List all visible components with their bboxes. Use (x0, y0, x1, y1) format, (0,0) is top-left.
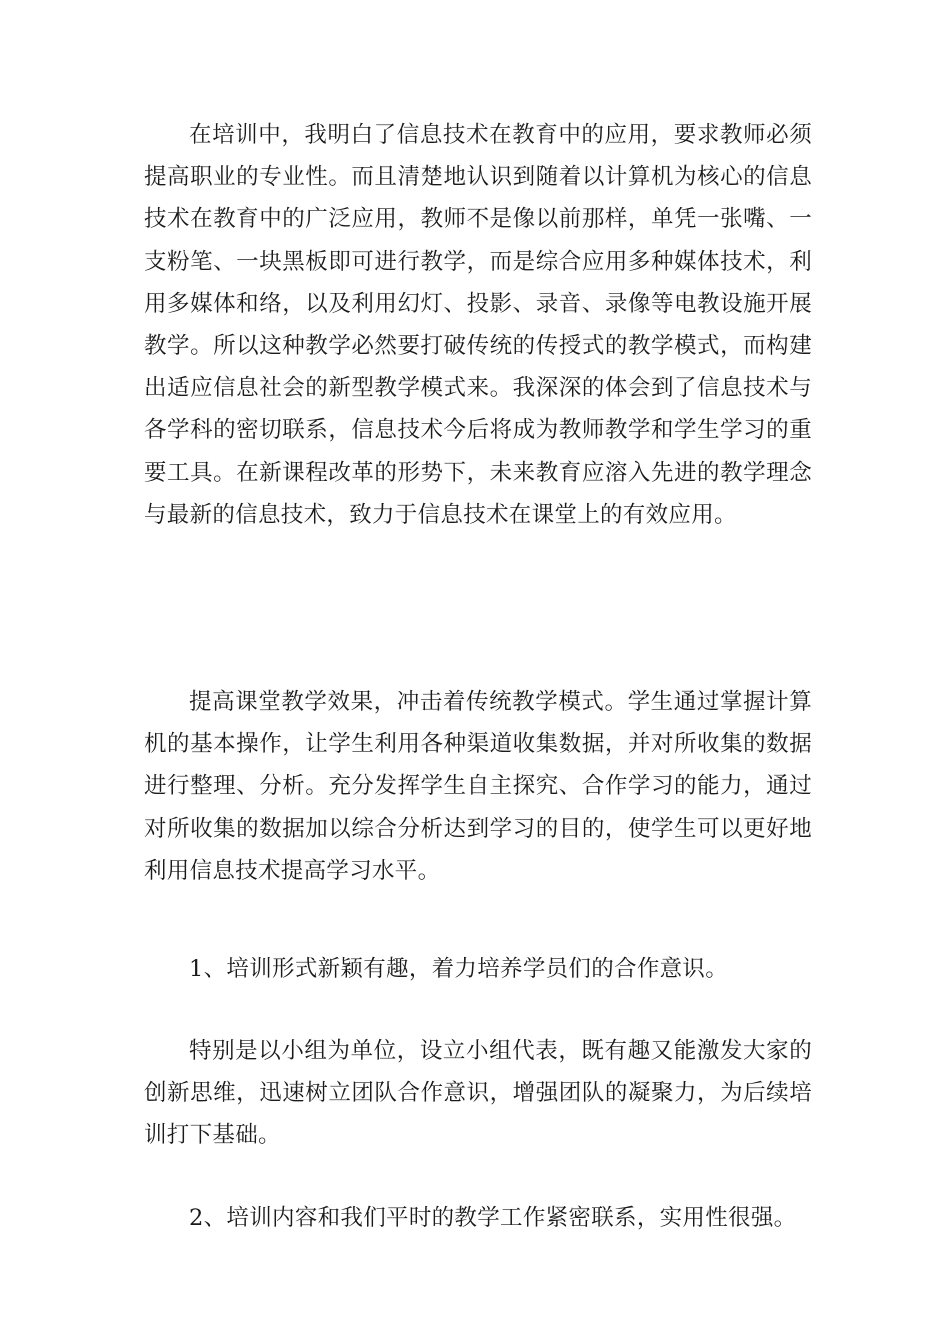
paragraph-2: 提高课堂教学效果，冲击着传统教学模式。学生通过掌握计算机的基本操作，让学生利用各种渠道收集数据，并对所收集的数据进行整理、分析。充分发挥学生自主探究、合作学习的能力，通过对所收集的数据加以综合分析达到学习的目的，使学生可以更好地利用信息技术提高学习水平。 (144, 689, 812, 884)
paragraph-4: 特别是以小组为单位，设立小组代表，既有趣又能激发大家的创新思维，迅速树立团队合作意识，增强团队的凝聚力，为后续培训打下基础。 (144, 1038, 812, 1149)
paragraph-3-heading: 1、培训形式新颖有趣，着力培养学员们的合作意识。 (189, 956, 729, 982)
paragraph-5-heading: 2、培训内容和我们平时的教学工作紧密联系，实用性很强。 (189, 1205, 797, 1231)
paragraph-1: 在培训中，我明白了信息技术在教育中的应用，要求教师必须提高职业的专业性。而且清楚地认识到随着以计算机为核心的信息技术在教育中的广泛应用，教师不是像以前那样，单凭一张嘴、一支粉笔、一块黑板即可进行教学，而是综合应用多种媒体技术，利用多媒体和络，以及利用幻灯、投影、录音、录像等电教设施开展教学。所以这种教学必然要打破传统的传授式的教学模式，而构建出适应信息社会的新型教学模式来。我深深的体会到了信息技术与各学科的密切联系，信息技术今后将成为教师教学和学生学习的重要工具。在新课程改革的形势下，未来教育应溶入先进的教学理念与最新的信息技术，致力于信息技术在课堂上的有效应用。 (144, 122, 812, 528)
